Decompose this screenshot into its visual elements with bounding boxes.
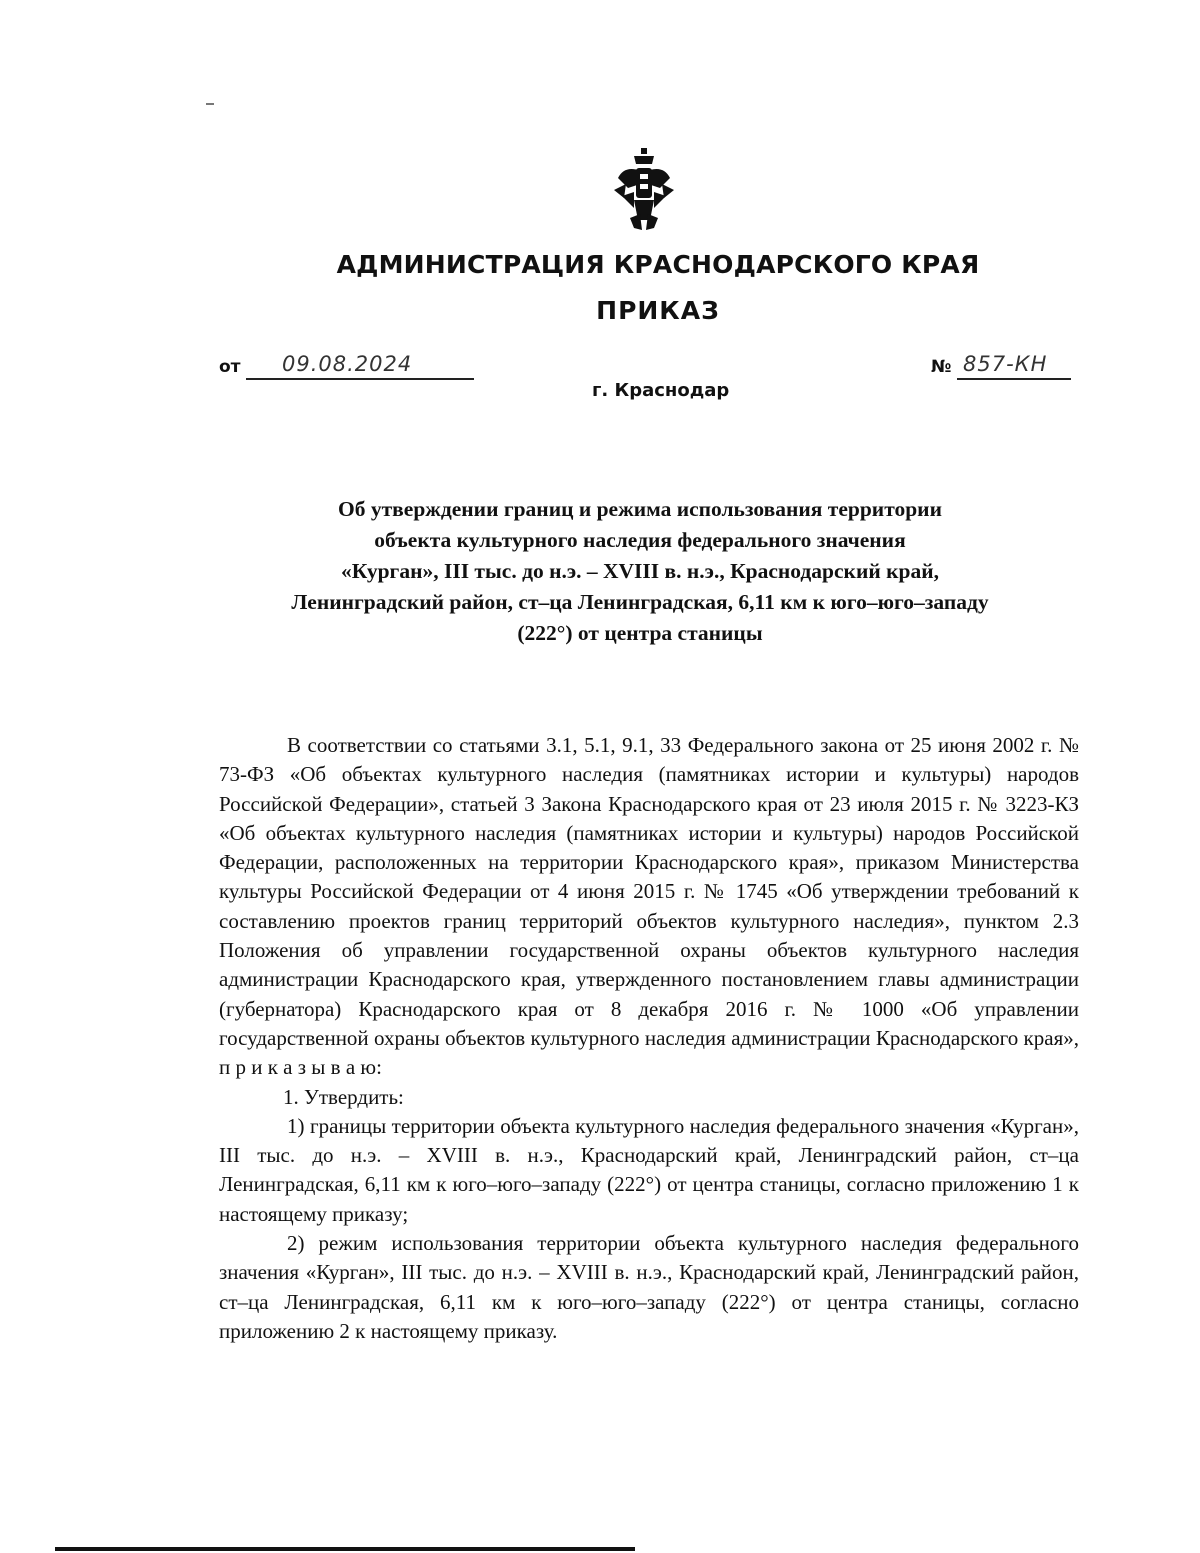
title-line: Об утверждении границ и режима использования территории: [338, 497, 942, 521]
preamble-text: В соответствии со статьями 3.1, 5.1, 9.1, 33 Федерального закона от 25 июня 2002 г. № 73-ФЗ «Об объектах культурного наследия (памятниках истории и культуры) народов Российской Федерации», статьей 3 Закона Краснодарского края от 23 июля 2015 г. № 3223-КЗ «Об объектах культурного наследия (памятниках истории и культуры) народов Российской Федерации, расположенных на территории Краснодарского края», приказом Министерства культуры Российской Федерации от 4 июня 2015 г. № 1745 «Об утверждении требований к составлению проектов границ территорий объектов культурного наследия», пунктом 2.3 Положения об управлении государственной охраны объектов культурного наследия администрации Краснодарского края, утвержденного постановлением главы администрации (губернатора) Краснодарского края от 8 декабря 2016 г. № 1000 «Об управлении государственной охраны объектов культурного наследия администрации Краснодарского края»,: [219, 733, 1079, 1050]
bottom-rule: [55, 1547, 635, 1551]
organization-name: АДМИНИСТРАЦИЯ КРАСНОДАРСКОГО КРАЯ: [336, 250, 980, 279]
title-line: Ленинградский район, ст–ца Ленинградская, 6,11 км к юго–юго–западу: [291, 590, 989, 614]
document-date: 09.08.2024: [282, 352, 413, 376]
item-1-2: 2) режим использования территории объекта культурного наследия федерального значения «Курган», III тыс. до н.э. – XVIII в. н.э., Краснодарский край, Ленинградский район, ст–ца Ленинградская, 6,11 км к юго–юго–западу (222°) от центра станицы, согласно приложению 2 к настоящему приказу.: [219, 1231, 1079, 1343]
document-number: 857-КН: [963, 352, 1048, 376]
title-line: объекта культурного наследия федерального значения: [374, 528, 906, 552]
order-word: п р и к а з ы в а ю:: [219, 1055, 382, 1080]
date-underline: [246, 378, 474, 380]
scan-speck: [206, 103, 214, 105]
document-city: г. Краснодар: [592, 380, 730, 401]
title-line: (222°) от центра станицы: [517, 621, 763, 645]
item-1-1: 1) границы территории объекта культурного наследия федерального значения «Курган», III тыс. до н.э. – XVIII в. н.э., Краснодарский край, Ленинградский район, ст–ца Ленинградская, 6,11 км к юго–юго–западу (222°) от центра станицы, согласно приложению 1 к настоящему приказу;: [219, 1113, 1079, 1226]
preamble-paragraph: [219, 731, 1079, 1083]
coat-of-arms-icon: [612, 148, 676, 230]
number-underline: [957, 378, 1071, 380]
document-title: [200, 494, 1080, 649]
title-line: «Курган», III тыс. до н.э. – XVIII в. н.э., Краснодарский край,: [341, 559, 939, 583]
document-body: [219, 731, 1079, 1346]
number-label: №: [931, 357, 952, 377]
item-1: 1. Утвердить:: [283, 1084, 404, 1109]
date-label: от: [219, 357, 241, 377]
document-type: ПРИКАЗ: [596, 296, 720, 325]
